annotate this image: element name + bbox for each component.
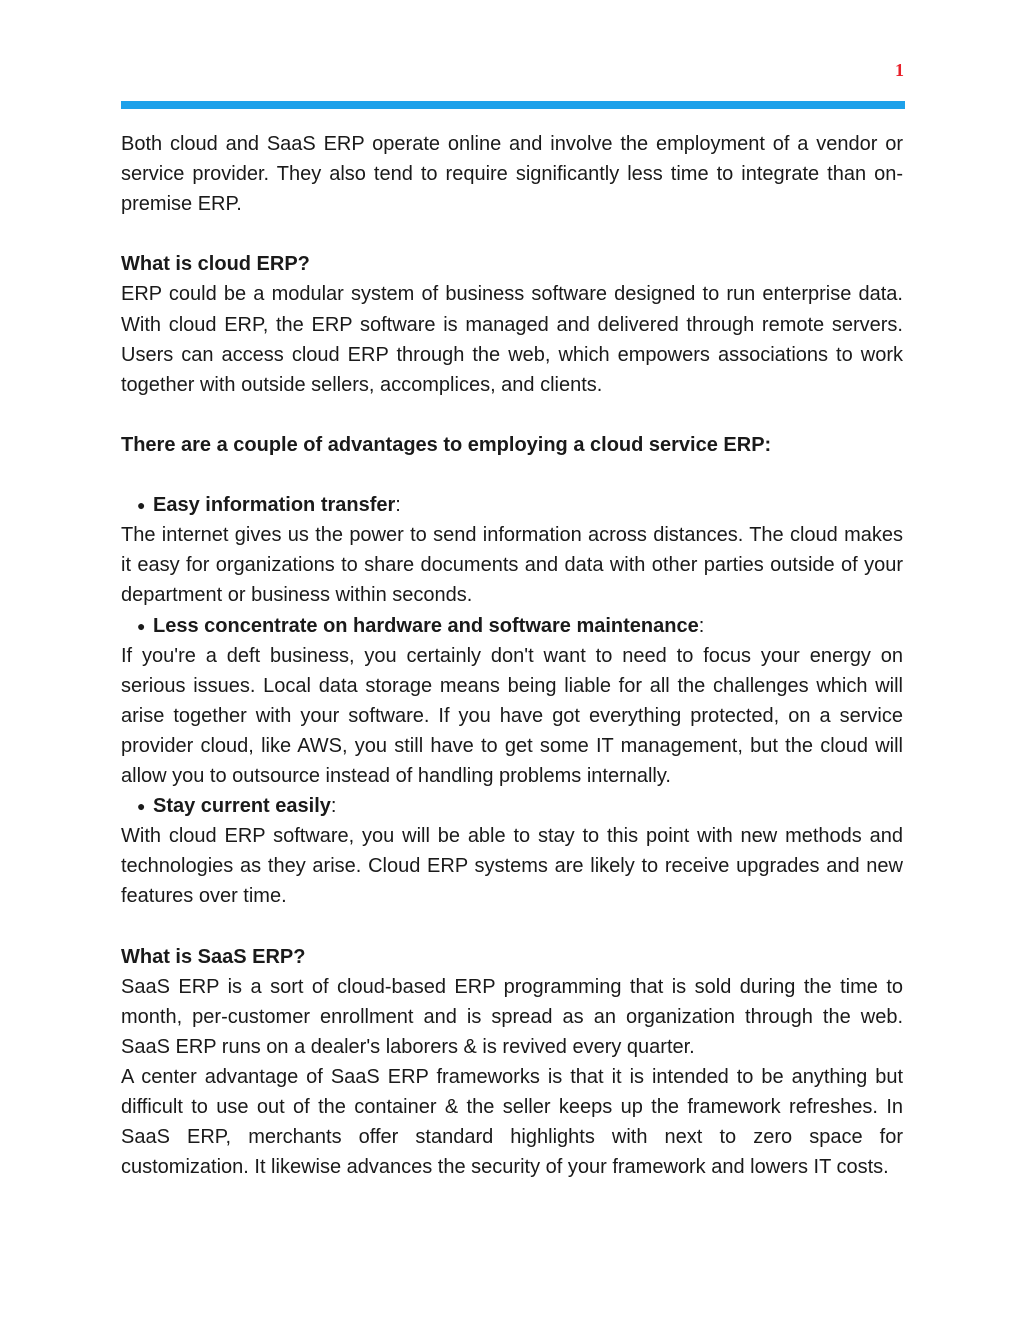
bullet-paragraph: The internet gives us the power to send information across distances. The cloud makes it easy for organizations to share documents and data with other parties outside of your department or business within seconds. <box>121 524 903 607</box>
bullet-title: Stay current easily <box>153 795 331 818</box>
bullet-item <box>121 611 903 641</box>
cloud-erp-heading: What is cloud ERP? <box>121 253 310 276</box>
saas-erp-paragraph: SaaS ERP is a sort of cloud-based ERP programming that is sold during the time to month, per-customer enrollment and is spread as an organization through the web. SaaS ERP runs on a dealer's laborers & is revived every quarter. <box>121 975 903 1058</box>
paragraph-spacer <box>121 219 903 249</box>
paragraph-spacer <box>121 911 903 941</box>
bullet-paragraph: If you're a deft business, you certainly don't want to need to focus your energy on serious issues. Local data storage means being liable for all the challenges which will arise together with your software. If you have got everything protected, on a service provider cloud, like AWS, you still have to get some IT management, but the cloud will allow you to outsource instead of handling problems internally. <box>121 644 903 787</box>
advantages-heading: There are a couple of advantages to employing a cloud service ERP: <box>121 433 772 456</box>
document-body <box>121 129 903 1182</box>
bullet-dot-icon: ● <box>137 497 146 514</box>
saas-erp-paragraph: A center advantage of SaaS ERP frameworks is that it is intended to be anything but difficult to use out of the container & the seller keeps up the framework refreshes. In SaaS ERP, merchants offer standard highlights with next to zero space for customization. It likewise advances the security of your framework and lowers IT costs. <box>121 1065 903 1179</box>
bullet-colon: : <box>395 494 401 517</box>
bullet-title: Easy information transfer <box>153 494 396 517</box>
bullet-item <box>121 791 903 821</box>
intro-paragraph: Both cloud and SaaS ERP operate online and involve the employment of a vendor or service provider. They also tend to require significantly less time to integrate than on-premise ERP. <box>121 133 903 216</box>
bullet-colon: : <box>698 614 705 637</box>
page-number: 1 <box>895 60 904 80</box>
bullet-dot-icon: ● <box>137 798 146 815</box>
bullet-paragraph: With cloud ERP software, you will be able to stay to this point with new methods and technologies as they arise. Cloud ERP systems are likely to receive upgrades and new features over time. <box>121 825 903 908</box>
header-rule <box>121 101 905 109</box>
paragraph-spacer <box>121 400 903 430</box>
bullet-title: Less concentrate on hardware and software maintenance <box>153 614 699 637</box>
bullet-dot-icon: ● <box>137 617 146 634</box>
saas-erp-heading: What is SaaS ERP? <box>121 945 306 968</box>
paragraph-spacer <box>121 460 903 490</box>
bullet-item <box>121 490 903 520</box>
bullet-colon: : <box>330 795 337 818</box>
cloud-erp-paragraph: ERP could be a modular system of business software designed to run enterprise data. With cloud ERP, the ERP software is managed and delivered through remote servers. Users can access cloud ERP through the web, which empowers associations to work together with outside sellers, accomplices, and clients. <box>121 283 903 396</box>
